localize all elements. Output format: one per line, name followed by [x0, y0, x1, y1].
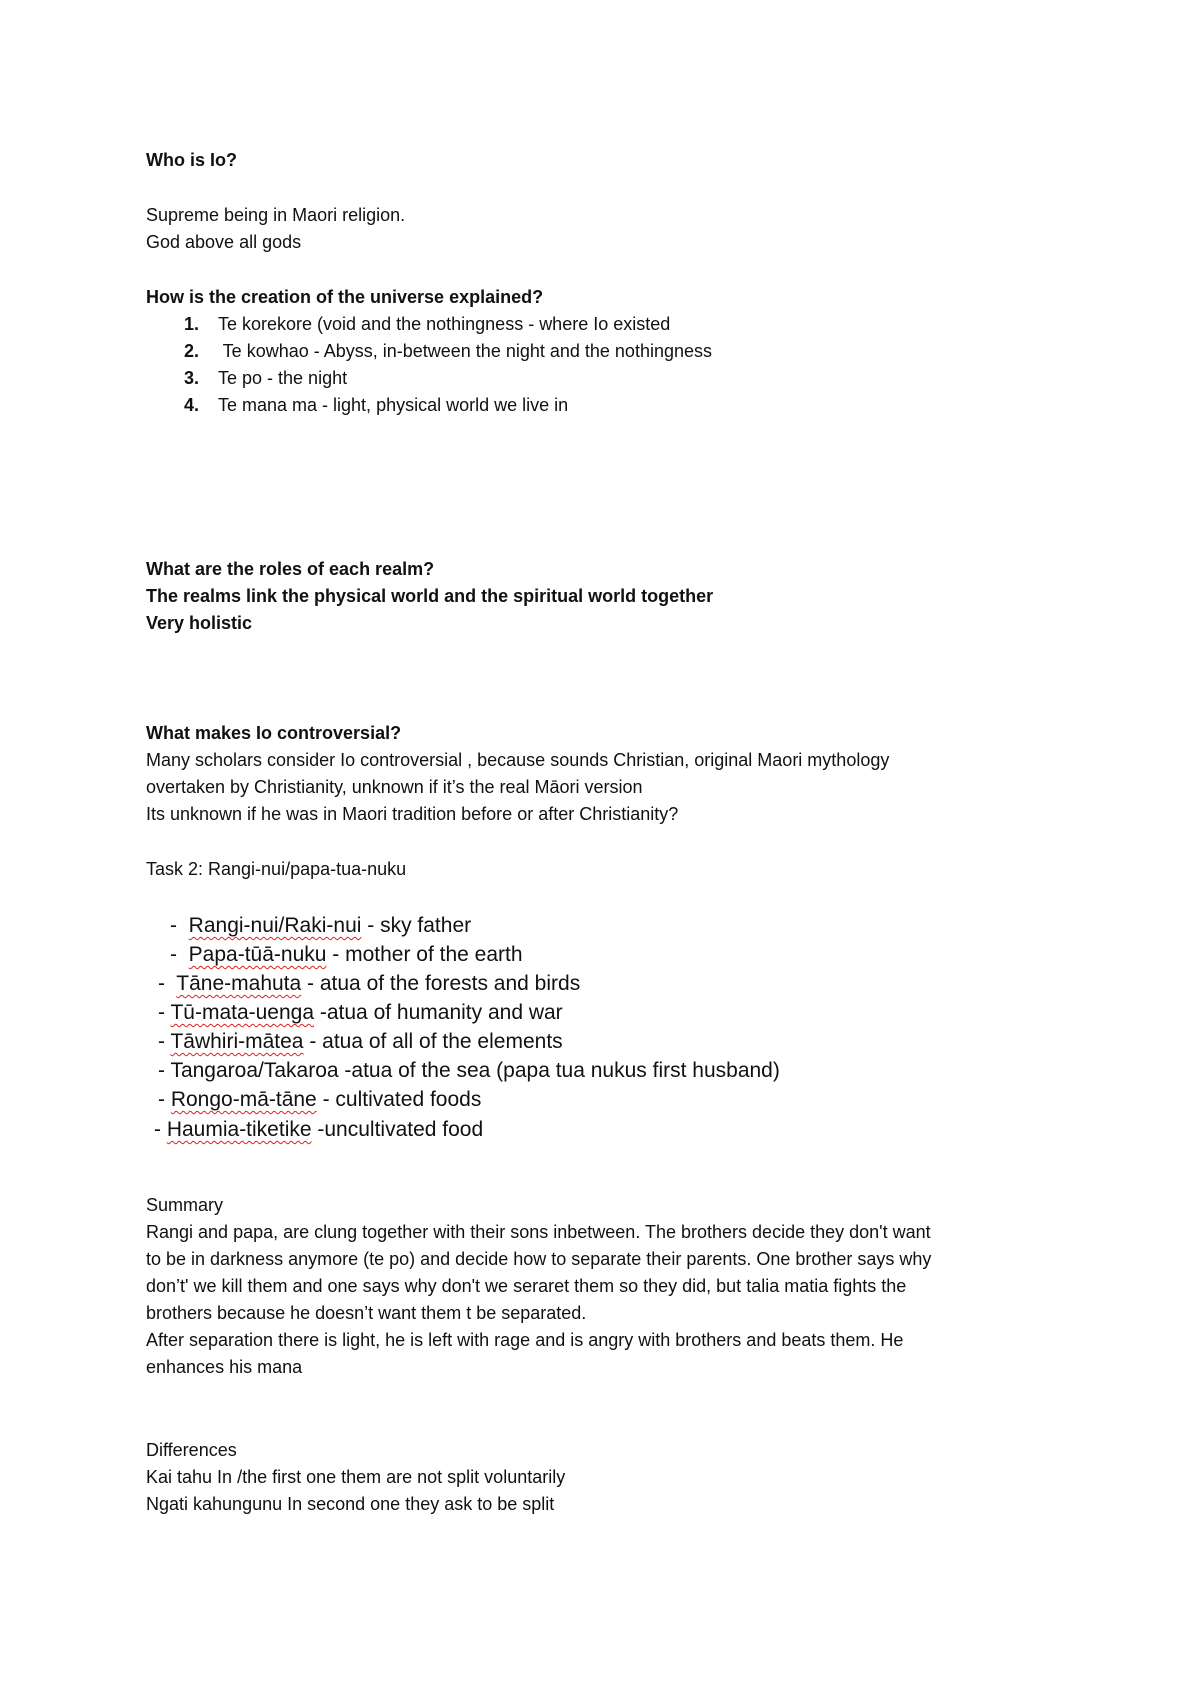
atua-desc: - mother of the earth — [326, 943, 523, 966]
q1-line-1: Supreme being in Maori religion. — [146, 205, 406, 225]
atua-item — [170, 912, 471, 940]
atua-desc: - atua of all of the elements — [303, 1030, 563, 1053]
bullet: - — [158, 1059, 171, 1082]
atua-item — [158, 1057, 780, 1085]
atua-item — [154, 1116, 483, 1144]
creation-list-item — [184, 393, 568, 417]
atua-name: Tangaroa/Takaroa — [170, 1059, 339, 1082]
atua-name: Rongo-mā-tāne — [170, 1088, 317, 1111]
bullet: - — [158, 1001, 171, 1024]
atua-name: Tāne-mahuta — [176, 972, 302, 995]
bullet: - — [158, 972, 177, 995]
list-text: Te po - the night — [218, 368, 348, 388]
atua-item — [158, 970, 580, 998]
list-text: Te mana ma - light, physical world we live in — [218, 395, 569, 415]
list-number: 4. — [184, 395, 200, 415]
heading-creation: How is the creation of the universe explained? — [146, 287, 544, 307]
creation-list-item — [184, 366, 347, 390]
heading-who-is-io: Who is Io? — [146, 150, 237, 170]
list-number: 3. — [184, 368, 200, 388]
heading-realms: What are the roles of each realm? — [146, 559, 435, 579]
differences-line-2: Ngati kahungunu In second one they ask to be split — [146, 1494, 555, 1514]
creation-list-item — [184, 312, 670, 336]
controversial-line-1: Many scholars consider Io controversial , because sounds Christian, original Maori mythology — [146, 750, 890, 770]
atua-name: Tāwhiri-mātea — [170, 1030, 304, 1053]
differences-heading: Differences — [146, 1440, 237, 1460]
list-number: 2. — [184, 341, 200, 361]
atua-desc: - cultivated foods — [316, 1088, 482, 1111]
controversial-line-2: overtaken by Christianity, unknown if it’s the real Māori version — [146, 777, 643, 797]
atua-desc: -uncultivated food — [311, 1118, 484, 1141]
atua-item — [158, 1086, 481, 1114]
list-number: 1. — [184, 314, 200, 334]
realms-line-1: The realms link the physical world and the spiritual world together — [146, 586, 714, 606]
bullet: - — [158, 1030, 171, 1053]
bullet: - — [154, 1118, 167, 1141]
summary-line-5: After separation there is light, he is left with rage and is angry with brothers and beats them. He — [146, 1330, 904, 1350]
task-2-heading: Task 2: Rangi-nui/papa-tua-nuku — [146, 859, 407, 879]
atua-desc: - atua of the forests and birds — [301, 972, 581, 995]
creation-list-item — [184, 339, 712, 363]
bullet: - — [170, 943, 189, 966]
atua-name: Haumia-tiketike — [166, 1118, 312, 1141]
atua-item — [158, 999, 563, 1027]
atua-desc: -atua of the sea (papa tua nukus first husband) — [338, 1059, 780, 1082]
list-text: Te korekore (void and the nothingness - where Io existed — [218, 314, 671, 334]
differences-line-1: Kai tahu In /the first one them are not split voluntarily — [146, 1467, 566, 1487]
realms-line-2: Very holistic — [146, 613, 253, 633]
list-text: Te kowhao - Abyss, in-between the night and the nothingness — [218, 341, 712, 361]
atua-name: Papa-tūā-nuku — [188, 943, 327, 966]
atua-name: Tū-mata-uenga — [170, 1001, 315, 1024]
bullet: - — [158, 1088, 171, 1111]
summary-heading: Summary — [146, 1195, 224, 1215]
atua-item — [170, 941, 523, 969]
bullet: - — [170, 914, 189, 937]
atua-item — [158, 1028, 563, 1056]
summary-line-2: to be in darkness anymore (te po) and decide how to separate their parents. One brother says why — [146, 1249, 932, 1269]
summary-line-3: don’t' we kill them and one says why don't we seraret them so they did, but talia matia fights the — [146, 1276, 907, 1296]
controversial-line-3: Its unknown if he was in Maori tradition before or after Christianity? — [146, 804, 679, 824]
atua-desc: - sky father — [361, 914, 472, 937]
atua-name: Rangi-nui/Raki-nui — [188, 914, 362, 937]
summary-line-6: enhances his mana — [146, 1357, 303, 1377]
summary-line-1: Rangi and papa, are clung together with their sons inbetween. The brothers decide they don't want — [146, 1222, 931, 1242]
heading-controversial: What makes Io controversial? — [146, 723, 402, 743]
q1-line-2: God above all gods — [146, 232, 302, 252]
summary-line-4: brothers because he doesn’t want them t be separated. — [146, 1303, 587, 1323]
atua-desc: -atua of humanity and war — [314, 1001, 563, 1024]
